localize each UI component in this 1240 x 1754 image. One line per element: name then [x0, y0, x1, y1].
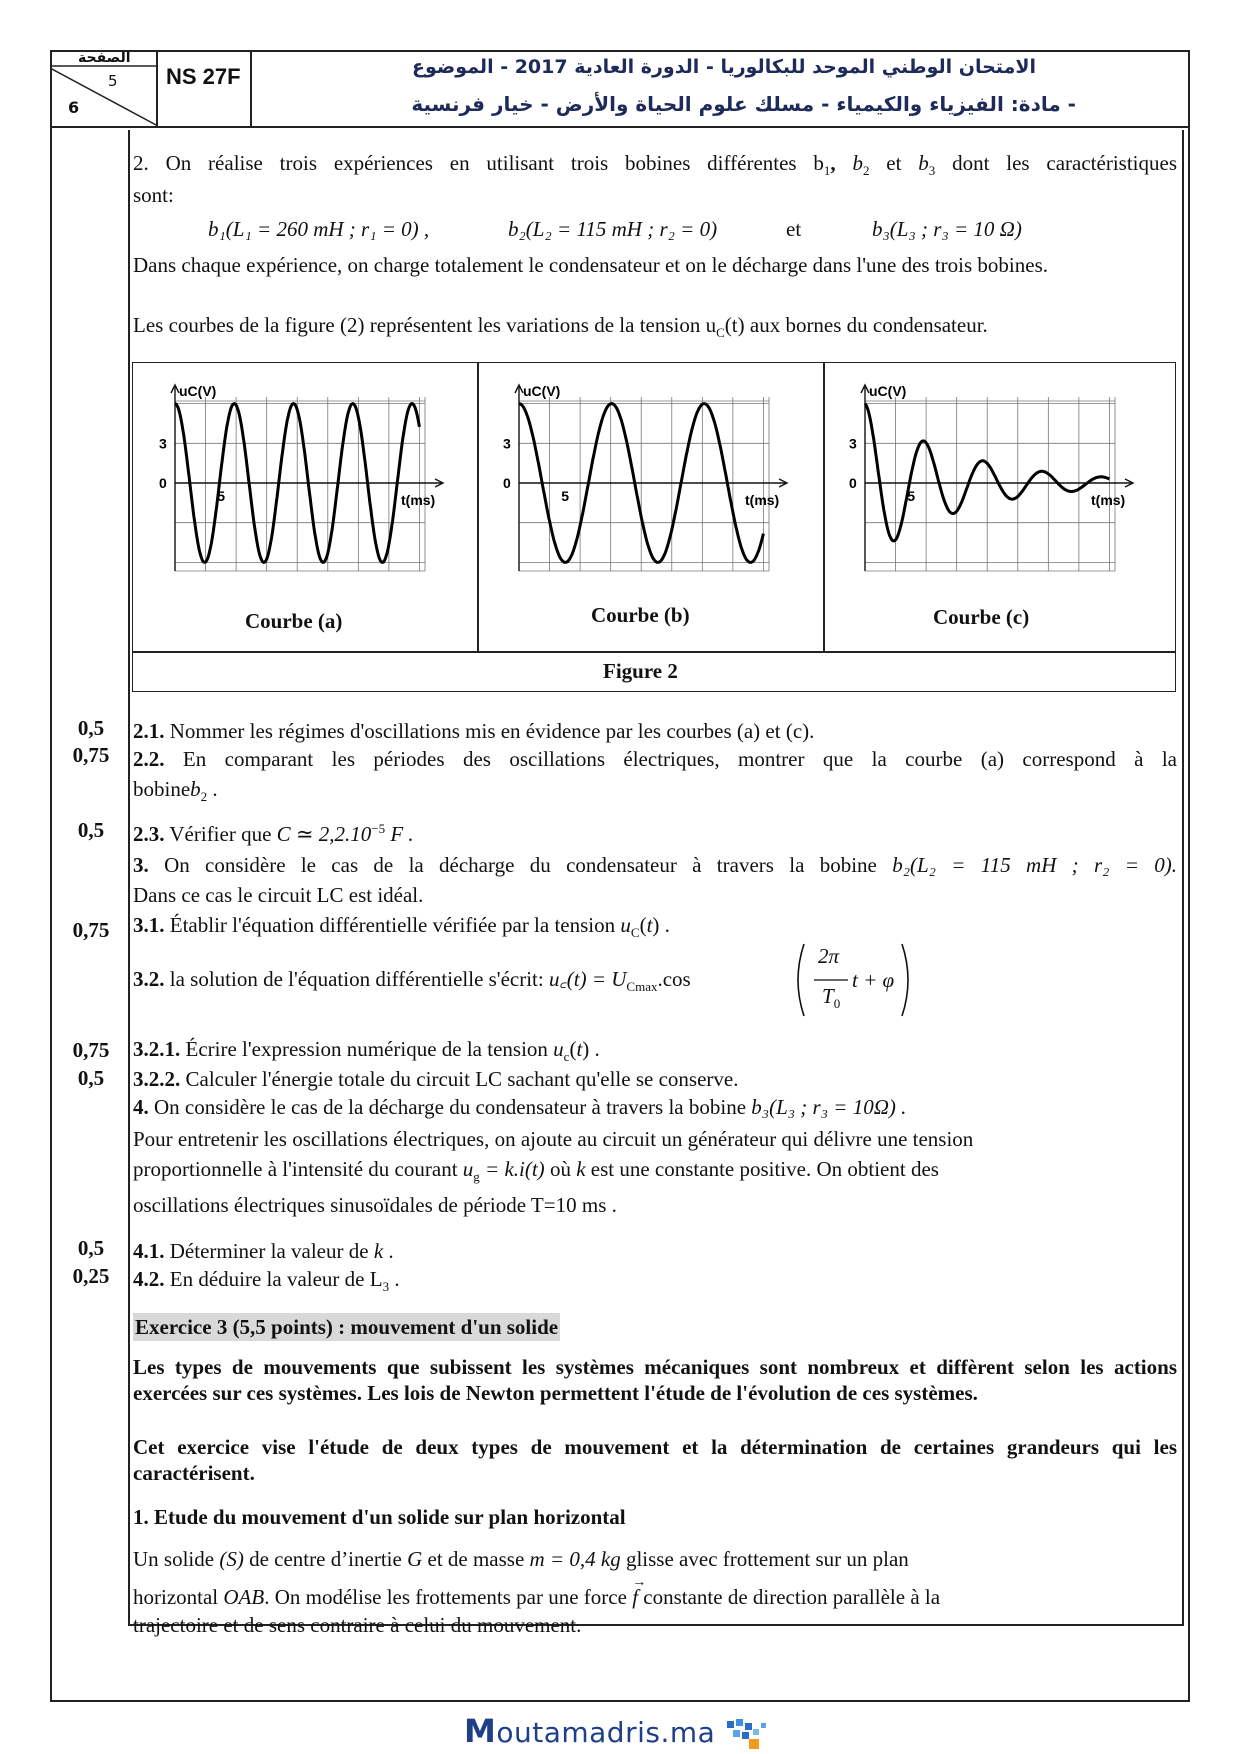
- exercise-3-aim: Cet exercice vise l'étude de deux types de mouvement et la détermination de certaines grandeurs qui les caractérisent.: [133, 1435, 1177, 1485]
- t0-denominator: $T_0$: [822, 984, 841, 1012]
- coil-b1: b₁(L₁ = 260 mH ; r₁ = 0) ,: [208, 217, 430, 241]
- coil-et: et: [786, 217, 802, 241]
- figure-2: [132, 362, 1176, 692]
- text-4-2: En déduire la valeur de: [169, 1267, 370, 1291]
- x-axis-label: t(ms): [745, 492, 780, 508]
- text-3-2: la solution de l'équation différentielle s'écrit:: [169, 967, 549, 991]
- q2-intro-text: 2. On réalise trois expériences en utilisant trois bobines différentes b: [133, 151, 824, 175]
- f-symbol: f: [632, 1585, 639, 1609]
- text-2-1: Nommer les régimes d'oscillations mis en évidence par les courbes (a) et (c).: [169, 719, 815, 743]
- text-4c3: est une constante positive. On obtient des: [585, 1157, 939, 1181]
- figure-caption: Figure 2: [603, 659, 678, 683]
- x-axis-label: t(ms): [401, 492, 436, 508]
- question-3: [133, 852, 1177, 878]
- question-4-2: 4.2. En déduire la valeur de $L_3$ .: [133, 1267, 400, 1295]
- l3-symbol: L: [369, 1267, 383, 1291]
- exercise-3-text-1: [133, 1546, 1177, 1572]
- text-ex3-1d: glisse avec frottement sur un plan: [620, 1547, 909, 1571]
- y-axis-label: uC(V): [179, 383, 217, 399]
- oab-symbol: OAB: [223, 1585, 265, 1609]
- label-3-2-1: 3.2.1.: [133, 1037, 181, 1061]
- site-logo: [464, 1712, 775, 1751]
- page-number: 5: [108, 72, 118, 90]
- question-2-2: [133, 746, 1177, 772]
- x-axis-label: t(ms): [1091, 492, 1126, 508]
- c-value: C ≃ 2,2.10: [276, 822, 372, 846]
- text-ex3-1b: de centre d’inertie: [243, 1547, 408, 1571]
- solution-cos: .cos: [657, 967, 691, 991]
- chart-courbe-b: [487, 383, 817, 583]
- y-tick-label: 3: [849, 435, 857, 452]
- caption-courbe-c: Courbe (c): [933, 605, 1030, 629]
- exam-title-line1: الامتحان الوطني الموحد للبكالوريا - الدورة العادية 2017 - الموضوع: [412, 56, 1036, 78]
- coil-b2: b₂(L₂ = 115 mH ; r₂ = 0): [508, 217, 718, 241]
- label-4: 4.: [133, 1095, 149, 1119]
- solid-symbol: (S): [219, 1547, 244, 1571]
- q2-figure-intro: Les courbes de la figure (2) représentent les variations de la tension $u_C(t)$ aux bornes du condensateur.: [133, 313, 988, 341]
- text-ex3-2c: constante de direction parallèle à la: [638, 1585, 941, 1609]
- q2-experience: Dans chaque expérience, on charge totalement le condensateur et on le décharge dans l'une des trois bobines.: [133, 253, 1048, 277]
- chart-courbe-a: [143, 383, 473, 583]
- logo-initial: M: [464, 1712, 497, 1750]
- exam-code: NS 27F: [160, 50, 252, 126]
- points-2-3: 0,5: [77, 818, 105, 842]
- c-exp: −5: [371, 821, 386, 836]
- y-axis-label: uC(V): [523, 383, 561, 399]
- x-tick-label: 5: [561, 488, 570, 504]
- c-unit: F .: [385, 822, 414, 846]
- label-2-3: 2.3.: [133, 822, 165, 846]
- coil-b3-ref: b₃(L₃ ; r₃ = 10Ω) .: [751, 1095, 907, 1119]
- k-symbol: k: [576, 1157, 586, 1181]
- exam-title: [254, 50, 1186, 126]
- question-3-1: 3.1. Établir l'équation différentielle vérifiée par la tension $u_C(t)$ .: [133, 913, 670, 941]
- label-2-1: 2.1.: [133, 719, 165, 743]
- text-4c2: où: [544, 1157, 577, 1181]
- text-ex3-2a: horizontal: [133, 1585, 224, 1609]
- label-4-1: 4.1.: [133, 1239, 165, 1263]
- question-3-ideal: Dans ce cas le circuit LC est idéal.: [133, 883, 424, 907]
- question-3-2: [133, 966, 1177, 1000]
- question-3-2-1: 3.2.1. Écrire l'expression numérique de la tension $u_c(t)$ .: [133, 1037, 600, 1065]
- q2-figure-text: Les courbes de la figure (2) représentent les variations de la tension u: [133, 313, 717, 337]
- t0: T: [822, 984, 834, 1008]
- logo-pixel-icon: [725, 1717, 775, 1751]
- y-tick-label: 3: [503, 435, 511, 452]
- label-3-2: 3.2.: [133, 967, 165, 991]
- text-4c: proportionnelle à l'intensité du courant: [133, 1157, 463, 1181]
- label-2-2: 2.2.: [133, 747, 165, 771]
- y-axis-label: uC(V): [869, 383, 907, 399]
- points-3-1: 0,75: [72, 918, 110, 942]
- text-2-2b: bobine: [133, 777, 191, 801]
- text-3-2-1: Écrire l'expression numérique de la tension: [185, 1037, 554, 1061]
- exercise-3-title: [133, 1314, 1177, 1340]
- question-4-1: 4.1. Déterminer la valeur de k .: [133, 1239, 394, 1263]
- coil-b2-ref: b₂(L₂ = 115 mH ; r₂ = 0).: [892, 853, 1178, 877]
- vector-arrow-icon: →: [632, 1575, 647, 1590]
- caption-courbe-b: Courbe (b): [591, 603, 690, 627]
- q2-intro: 2. On réalise trois expériences en utilisant trois bobines différentes $b_1$, $b_2$ et $b_3$ dont les caractéristiques: [133, 151, 1177, 179]
- label-3-1: 3.1.: [133, 913, 165, 937]
- q2-figure-end: (t) aux bornes du condensateur.: [724, 313, 988, 337]
- y-tick-label: 0: [849, 475, 857, 491]
- page-number-box: [50, 50, 158, 126]
- question-3-2-2: [133, 1066, 1177, 1092]
- text-2-2: En comparant les périodes des oscillations électriques, montrer que la courbe (a) correspond à la: [182, 747, 1177, 771]
- points-4-2: 0,25: [72, 1264, 110, 1288]
- coil-b3: b₃(L₃ ; r₃ = 10 Ω): [872, 217, 1022, 241]
- figure-caption-rule: [133, 651, 1175, 653]
- points-3-2-1: 0,75: [72, 1038, 110, 1062]
- text-4-1: Déterminer la valeur de: [169, 1239, 374, 1263]
- x-tick-label: 5: [217, 488, 226, 504]
- question-4-period: oscillations électriques sinusoïdales de période T=10 ms .: [133, 1193, 617, 1217]
- label-3-2-2: 3.2.2.: [133, 1067, 181, 1091]
- figure-divider: [823, 363, 825, 651]
- text-3: On considère le cas de la décharge du condensateur à travers la bobine: [164, 853, 893, 877]
- y-tick-label: 0: [159, 475, 167, 491]
- ug-symbol: u: [462, 1157, 474, 1181]
- text-ex3-2b: . On modélise les frottements par une force: [264, 1585, 633, 1609]
- exercise-3-text-3: trajectoire et de sens contraire à celui du mouvement.: [133, 1613, 582, 1637]
- exercise-3-text-2: [133, 1575, 1177, 1610]
- figure-divider: [477, 363, 479, 651]
- ug-equation: = k.i(t): [479, 1157, 545, 1181]
- solution-sub: Cmax: [626, 979, 658, 995]
- uc-symbol: u: [620, 913, 631, 937]
- chart-courbe-c: [833, 383, 1163, 583]
- points-2-2: 0,75: [72, 743, 110, 767]
- text-3-2-2: Calculer l'énergie totale du circuit LC sachant qu'elle se conserve.: [185, 1067, 739, 1091]
- solution-lhs: u꜀(t) = U: [548, 967, 627, 991]
- points-4-1: 0,5: [77, 1236, 105, 1260]
- text-4: On considère le cas de la décharge du condensateur à travers la bobine: [154, 1095, 752, 1119]
- q2-intro-sont: sont:: [133, 183, 174, 207]
- text-ex3-1a: Un solide: [133, 1547, 220, 1571]
- exercise-3-section-1: 1. Etude du mouvement d'un solide sur plan horizontal: [133, 1505, 626, 1529]
- text-ex3-1c: et de masse: [422, 1547, 530, 1571]
- exercise-3-intro: Les types de mouvements que subissent les systèmes mécaniques sont nombreux et diffèrent selon les actions exercées sur ces systèmes. Les lois de Newton permettent l'étude de l'évolution de ces systèmes.: [133, 1355, 1177, 1405]
- points-3-2-2: 0,5: [77, 1066, 105, 1090]
- question-2-1: [133, 718, 1177, 744]
- page-total: 6: [68, 98, 80, 117]
- label-4-2: 4.2.: [133, 1267, 165, 1291]
- exam-header: [50, 50, 1190, 128]
- t-phi: t + φ: [852, 968, 895, 992]
- question-4-current: proportionnelle à l'intensité du courant $u_g = k.i(t)$ où k est une constante positive. On obtient des: [133, 1157, 939, 1185]
- logo-text: outamadris.ma: [496, 1716, 716, 1749]
- exercise-3-heading: Exercice 3 (5,5 points) : mouvement d'un solide: [135, 1315, 559, 1339]
- text-2-3: Vérifier que: [169, 822, 277, 846]
- force-f: [632, 1575, 647, 1610]
- question-2-2-cont: bobineb$_2$ .: [133, 777, 218, 805]
- mass-value: m = 0,4 kg: [529, 1547, 621, 1571]
- y-tick-label: 0: [503, 475, 511, 491]
- x-tick-label: 5: [907, 488, 916, 504]
- label-3: 3.: [133, 853, 149, 877]
- page-label: الصفحة: [78, 50, 131, 66]
- exam-title-line2: - مادة: الفيزياء والكيمياء - مسلك علوم الحياة والأرض - خيار فرنسية: [411, 92, 1076, 116]
- question-4: [133, 1094, 1177, 1120]
- g-symbol: G: [407, 1547, 423, 1571]
- two-pi: 2π: [818, 944, 840, 968]
- points-2-1: 0,5: [77, 716, 105, 740]
- question-2-3: [133, 816, 1177, 847]
- text-3-1: Établir l'équation différentielle vérifiée par la tension: [169, 913, 621, 937]
- points-column: [50, 130, 130, 1626]
- caption-courbe-a: Courbe (a): [245, 609, 343, 633]
- question-4-generator: Pour entretenir les oscillations électriques, on ajoute au circuit un générateur qui délivre une tension: [133, 1127, 974, 1151]
- y-tick-label: 3: [159, 435, 167, 452]
